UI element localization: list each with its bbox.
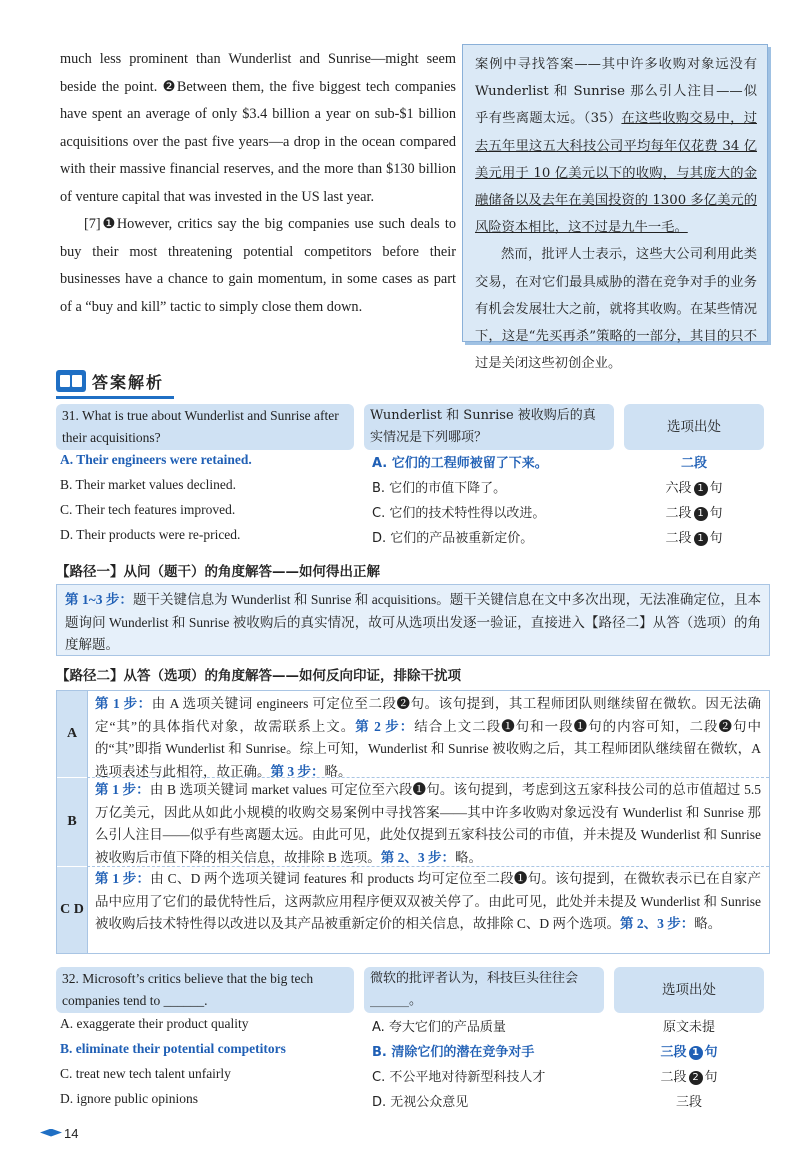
q31-option-b-src: 六段 1 句 bbox=[665, 481, 723, 496]
passage-paragraph-6: much less prominent than Wunderlist and Sunrise—might seem beside the point. ❷Between them, the five biggest tech companies have spent an average of only $3.4 billion a year on sub-$1 billion acquisitions over the past five years—a drop in the ocean compared with their massive financial reserves, and the more than $130 billion of venture capital that was invested in the US last year. bbox=[60, 51, 456, 205]
row-text-b: 第 1 步：由 B 选项关键词 market values 可定位至六段❶句。该句提到，考虑到这五家科技公司的总市值超过 5.5 万亿美元，因此从如此小规模的收购交易案例中寻找答案——其中许多收购对象远没有 Wunderlist 和 Sunrise 那么引人注目——似乎有些离题太远。由此可见，此处仅提到五家科技公司的市值，并未提及 Wunderlist 和 Sunrise 被收购后市值下降的相关信息，故排除 B 选项。第 2、3 步：略。 bbox=[95, 782, 761, 865]
q32-option-d-src: 三段 bbox=[675, 1095, 702, 1110]
q31-option-a-src: 二段 bbox=[680, 456, 707, 471]
row-label-cd: C D bbox=[57, 867, 88, 953]
row-label-b: B bbox=[57, 778, 88, 866]
row-divider bbox=[87, 777, 769, 778]
q32-option-b-cn: B. 清除它们的潜在竞争对手 bbox=[372, 1045, 535, 1060]
q31-option-c-src: 二段 1 句 bbox=[665, 506, 723, 521]
q32-option-a-en: A. exaggerate their product quality bbox=[60, 1016, 249, 1031]
q31-option-b-en: B. Their market values declined. bbox=[60, 477, 236, 492]
q32-option-d-cn: D. 无视公众意见 bbox=[372, 1095, 469, 1110]
q32-option-a-cn: A. 夸大它们的产品质量 bbox=[372, 1020, 506, 1035]
translation-box bbox=[462, 44, 768, 372]
q32-option-d-en: D. ignore public opinions bbox=[60, 1091, 198, 1106]
q31-option-a-cn: A. 它们的工程师被留了下来。 bbox=[372, 456, 548, 471]
q32-question-en: 32. Microsoft’s critics believe that the big tech companies tend to ______. bbox=[56, 967, 354, 1013]
section-underline bbox=[56, 396, 174, 399]
q32-option-b-src: 三段 1 句 bbox=[660, 1045, 718, 1060]
q31-option-d-cn: D. 它们的产品被重新定价。 bbox=[372, 531, 534, 546]
q31-option-d-en: D. Their products were re-priced. bbox=[60, 527, 241, 542]
passage-paragraph-7: [7]❶However, critics say the big companies use such deals to buy their most threatening potential competitors before their businesses have a chance to gain momentum, in some cases as part of a “buy and kill” tactic to simply close them down. bbox=[60, 216, 456, 315]
q31-option-c-en: C. Their tech features improved. bbox=[60, 502, 236, 517]
graduation-cap-icon bbox=[40, 1129, 62, 1139]
q31-option-b-cn: B. 它们的市值下降了。 bbox=[372, 481, 507, 496]
q31-source-header: 选项出处 bbox=[624, 404, 764, 450]
section-heading bbox=[56, 368, 164, 394]
row-text-a: 第 1 步：由 A 选项关键词 engineers 可定位至二段❷句。该句提到，其工程师团队则继续留在微软。因无法确定“其”的具体指代对象，故需联系上文。第 2 步：结合上文二段❶句和一段❶句的内容可知，二段❷句中的“其”即指 Wunderlist 和 Sunrise。综上可知，Wunderlist 和 Sunrise 被收购之后，其工程师团队继续留在微软，A 选项表述与此相符，故正确。第 3 步：略。 bbox=[95, 696, 762, 779]
translation-paragraph-7: 然而，批评人士表示，这些大公司利用此类交易，在对它们最具威胁的潜在竞争对手的业务有机会发展壮大之前，就将其收购。在某些情况下，这是“先买再杀”策略的一部分，其目的只不过是关闭这些初创企业。 bbox=[475, 247, 757, 372]
q32-option-b-en: B. eliminate their potential competitors bbox=[60, 1041, 286, 1056]
route-two-title: 【路径二】从答（选项）的角度解答——如何反向印证，排除干扰项 bbox=[56, 668, 461, 684]
q32-option-c-src: 二段 2 句 bbox=[660, 1070, 718, 1085]
book-icon bbox=[56, 370, 86, 392]
q31-option-a-en: A. Their engineers were retained. bbox=[60, 452, 252, 467]
row-divider bbox=[87, 866, 769, 867]
q32-source-header: 选项出处 bbox=[614, 967, 764, 1013]
option-analysis-grid bbox=[56, 690, 770, 954]
q31-question-cn: Wunderlist 和 Sunrise 被收购后的真实情况是下列哪项？ bbox=[364, 404, 614, 450]
route-one-title: 【路径一】从问（题干）的角度解答——如何得出正解 bbox=[56, 564, 380, 580]
english-passage bbox=[60, 46, 456, 321]
row-label-a: A bbox=[57, 691, 88, 777]
q31-option-c-cn: C. 它们的技术特性得以改进。 bbox=[372, 506, 546, 521]
q32-option-a-src: 原文未提 bbox=[662, 1020, 715, 1035]
section-title: 答案解析 bbox=[92, 372, 165, 392]
q31-question-en: 31. What is true about Wunderlist and Sunrise after their acquisitions? bbox=[56, 404, 354, 450]
q32-option-c-en: C. treat new tech talent unfairly bbox=[60, 1066, 231, 1081]
q31-option-d-src: 二段 1 句 bbox=[665, 531, 723, 546]
sentence-number-1: ❶ bbox=[100, 216, 117, 232]
sentence-number-2: ❷ bbox=[162, 78, 177, 95]
translation-paragraph-6: 案例中寻找答案——其中许多收购对象远没有 Wunderlist 和 Sunrise 那么引人注目——似乎有些离题太远。（35）在这些收购交易中，过去五年里这五大科技公司平均每年仅花费 34 亿美元用于 10 亿美元以下的收购，与其庞大的金融储备以及去年在美国投资的 1300 多亿美元的风险资本相比，这不过是九牛一毛。 bbox=[475, 57, 757, 236]
q32-option-c-cn: C. 不公平地对待新型科技人才 bbox=[372, 1070, 546, 1085]
q32-question-cn: 微软的批评者认为，科技巨头往往会______。 bbox=[364, 967, 604, 1013]
row-text-cd: 第 1 步：由 C、D 两个选项关键词 features 和 products 均可定位至二段❶句。该句提到，在微软表示已在自家产品中应用了它们的最优特性后，这两款应用程序便双双被关停了。由此可见，此处并未提及 Wunderlist 和 Sunrise 被收购后技术特性得以改进以及其产品被重新定价的相关信息，故排除 C、D 两个选项。第 2、3 步：略。 bbox=[95, 871, 762, 931]
route-one-box: 第 1~3 步：题干关键信息为 Wunderlist 和 Sunrise 和 acquisitions。题干关键信息在文中多次出现，无法准确定位，且本题询问 Wunderlist 和 Sunrise 被收购后的真实情况，故可从选项出发逐一验证，直接进入【路径二】从答（选项）的角度解题。 bbox=[56, 584, 770, 656]
page-footer bbox=[40, 1126, 78, 1141]
page-number: 14 bbox=[64, 1126, 79, 1141]
